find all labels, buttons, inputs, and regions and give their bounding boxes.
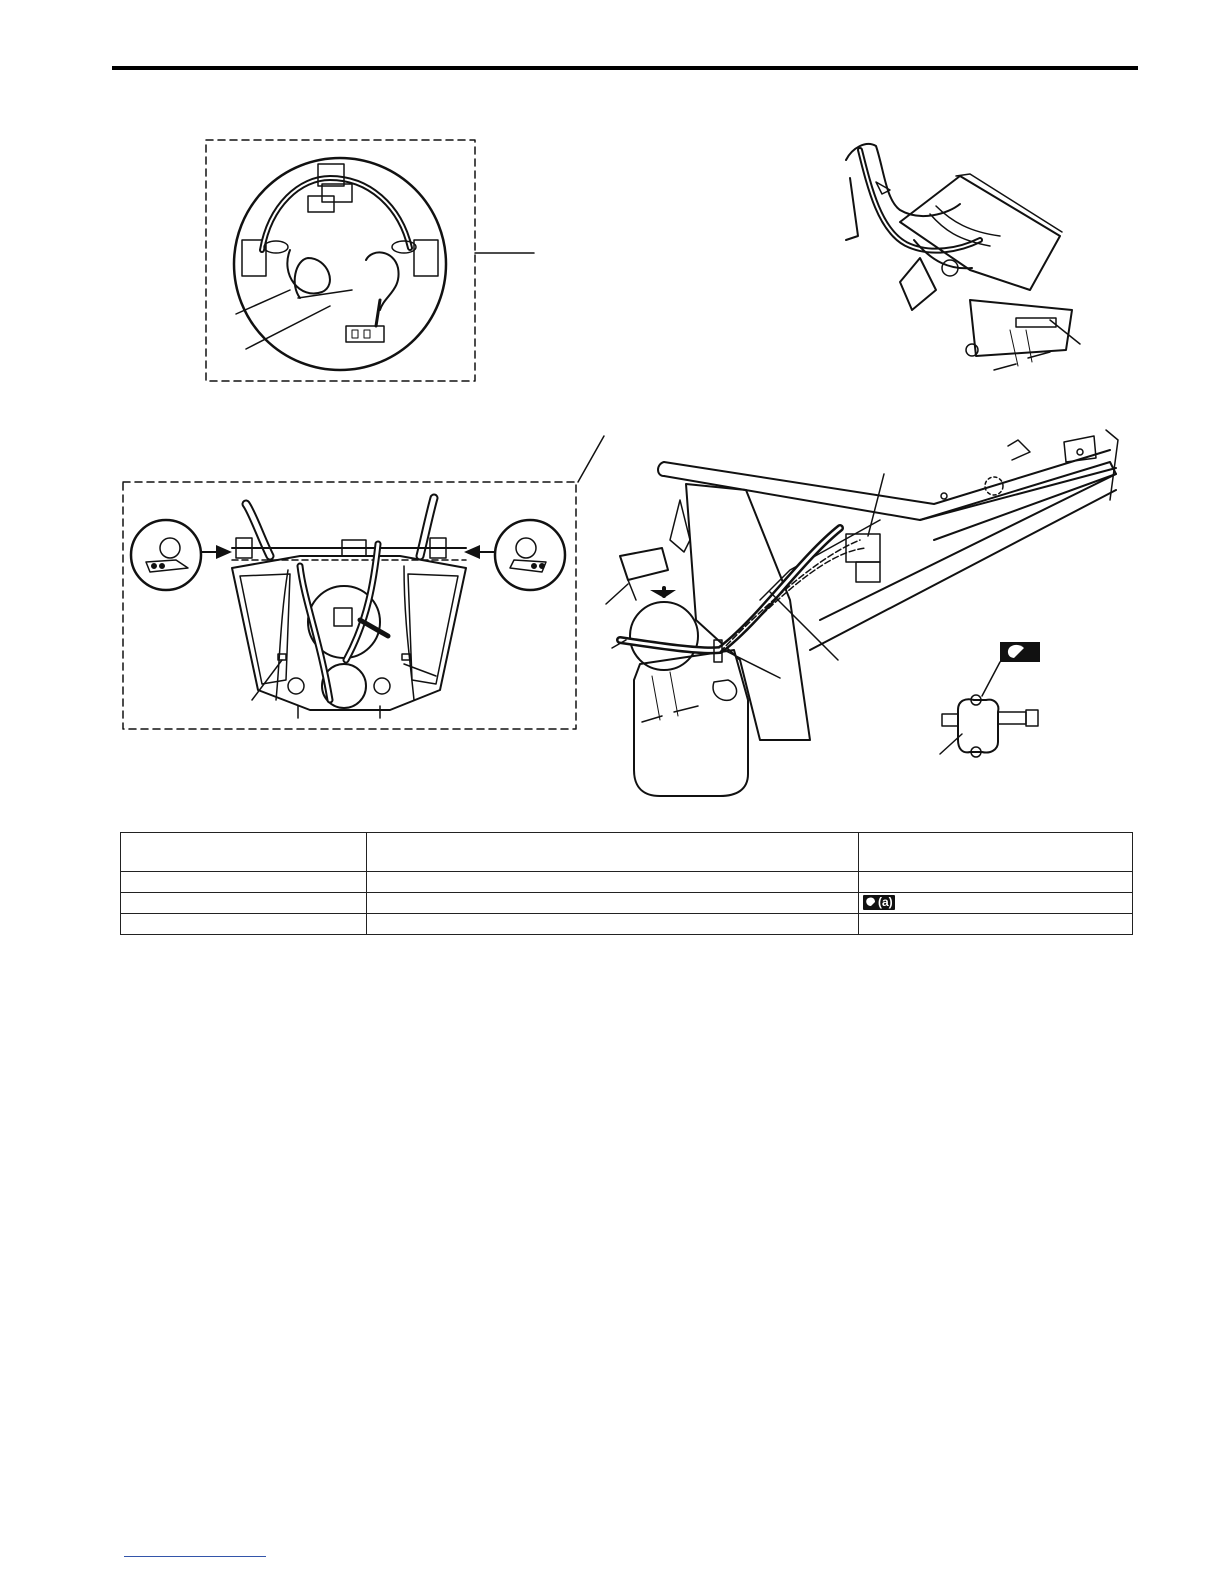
frame-detail-top-right [846,144,1080,370]
table-header-cell [121,833,367,872]
specification-table [120,832,1133,935]
footer-link-underline[interactable] [124,1556,266,1557]
table-header-row [121,833,1133,872]
torque-callout [940,642,1040,757]
torque-symbol-label: (a) [878,895,893,910]
table-cell-torque [859,893,1133,914]
table-cell [367,893,859,914]
table-row [121,872,1133,893]
table-cell [859,872,1133,893]
table-cell [121,893,367,914]
table-header-cell [367,833,859,872]
inset-top-left [206,140,534,381]
table-header-cell [859,833,1133,872]
main-frame-view [606,430,1118,796]
table-cell [367,914,859,935]
table-cell [121,914,367,935]
table-row [121,893,1133,914]
table-row [121,914,1133,935]
inset-bottom-left [123,482,576,729]
torque-symbol [863,895,895,910]
wrench-icon [865,896,877,908]
table-cell [367,872,859,893]
table-cell [859,914,1133,935]
table-cell [121,872,367,893]
